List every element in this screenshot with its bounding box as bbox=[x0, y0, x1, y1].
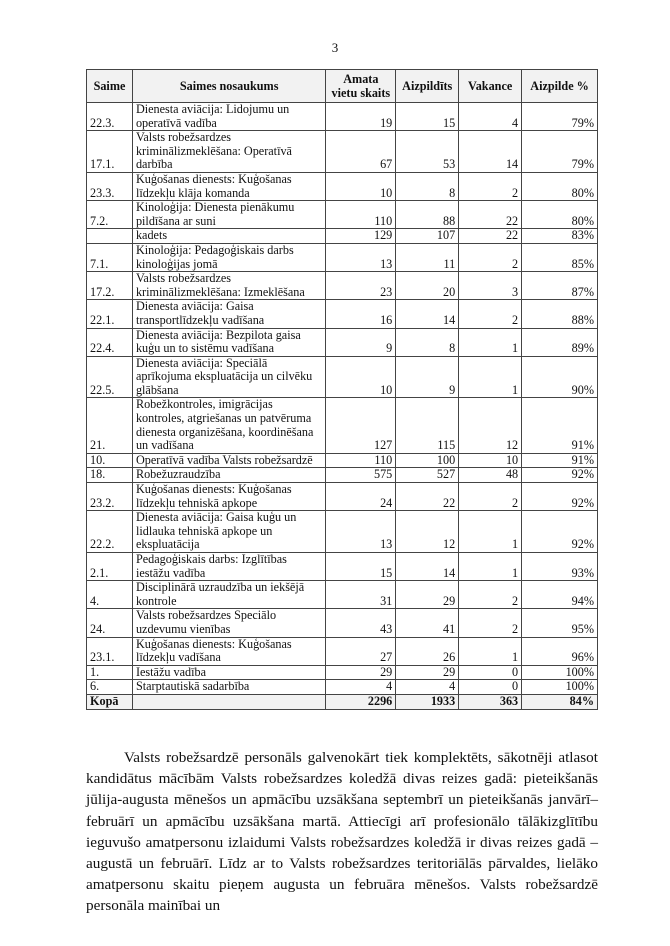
cell-saime: 22.4. bbox=[87, 328, 133, 356]
cell-filled: 20 bbox=[396, 272, 459, 300]
table-row bbox=[87, 201, 598, 229]
table-header-row bbox=[87, 70, 598, 103]
cell-name: Dienesta aviācija: Gaisa transportlīdzekļu vadīšana bbox=[132, 300, 325, 328]
cell-saime: 17.1. bbox=[87, 131, 133, 173]
cell-filled: 4 bbox=[396, 680, 459, 695]
cell-name: Dienesta aviācija: Bezpilota gaisa kuģu un to sistēmu vadīšana bbox=[132, 328, 325, 356]
cell-fill-rate: 91% bbox=[522, 453, 598, 468]
table-row bbox=[87, 637, 598, 665]
cell-vacancy: 2 bbox=[459, 300, 522, 328]
page-number: 3 bbox=[331, 40, 339, 55]
table-row bbox=[87, 468, 598, 483]
cell-name bbox=[132, 694, 325, 709]
table-row bbox=[87, 272, 598, 300]
cell-filled: 29 bbox=[396, 665, 459, 680]
header-aizpildits: Aizpildīts bbox=[396, 70, 459, 103]
cell-fill-rate: 79% bbox=[522, 103, 598, 131]
table-row bbox=[87, 483, 598, 511]
cell-saime: 17.2. bbox=[87, 272, 133, 300]
cell-positions: 10 bbox=[326, 172, 396, 200]
cell-fill-rate: 80% bbox=[522, 172, 598, 200]
cell-positions: 24 bbox=[326, 483, 396, 511]
cell-filled: 14 bbox=[396, 300, 459, 328]
cell-saime: 10. bbox=[87, 453, 133, 468]
cell-filled: 8 bbox=[396, 172, 459, 200]
cell-saime: 24. bbox=[87, 609, 133, 637]
header-vakance: Vakance bbox=[459, 70, 522, 103]
cell-vacancy: 0 bbox=[459, 665, 522, 680]
cell-name: Robežuzraudzība bbox=[132, 468, 325, 483]
cell-vacancy: 12 bbox=[459, 398, 522, 453]
cell-vacancy: 2 bbox=[459, 581, 522, 609]
cell-saime: 22.3. bbox=[87, 103, 133, 131]
cell-positions: 16 bbox=[326, 300, 396, 328]
table-row bbox=[87, 453, 598, 468]
cell-fill-rate: 96% bbox=[522, 637, 598, 665]
header-aizpilde-percent: Aizpilde % bbox=[522, 70, 598, 103]
cell-fill-rate: 84% bbox=[522, 694, 598, 709]
cell-name: Dienesta aviācija: Speciālā aprīkojuma ekspluatācija un cilvēku glābšana bbox=[132, 356, 325, 398]
cell-filled: 9 bbox=[396, 356, 459, 398]
cell-vacancy: 2 bbox=[459, 609, 522, 637]
cell-fill-rate: 92% bbox=[522, 468, 598, 483]
cell-positions: 110 bbox=[326, 201, 396, 229]
cell-saime: 21. bbox=[87, 398, 133, 453]
cell-fill-rate: 83% bbox=[522, 229, 598, 244]
header-amata-vietu-skaits: Amata vietu skaits bbox=[326, 70, 396, 103]
table-row bbox=[87, 229, 598, 244]
header-saimes-nosaukums: Saimes nosaukums bbox=[132, 70, 325, 103]
table-total-row bbox=[87, 694, 598, 709]
cell-vacancy: 0 bbox=[459, 680, 522, 695]
cell-vacancy: 1 bbox=[459, 511, 522, 553]
table-row bbox=[87, 356, 598, 398]
cell-fill-rate: 100% bbox=[522, 680, 598, 695]
cell-positions: 2296 bbox=[326, 694, 396, 709]
cell-positions: 10 bbox=[326, 356, 396, 398]
cell-positions: 9 bbox=[326, 328, 396, 356]
cell-name: Valsts robežsardzes kriminālizmeklēšana: Operatīvā darbība bbox=[132, 131, 325, 173]
cell-vacancy: 363 bbox=[459, 694, 522, 709]
cell-name: Kuģošanas dienests: Kuģošanas līdzekļu vadīšana bbox=[132, 637, 325, 665]
cell-positions: 13 bbox=[326, 511, 396, 553]
cell-name: Dienesta aviācija: Gaisa kuģu un lidlauka tehniskā apkope un ekspluatācija bbox=[132, 511, 325, 553]
cell-vacancy: 14 bbox=[459, 131, 522, 173]
cell-positions: 43 bbox=[326, 609, 396, 637]
cell-positions: 27 bbox=[326, 637, 396, 665]
cell-fill-rate: 88% bbox=[522, 300, 598, 328]
cell-fill-rate: 92% bbox=[522, 511, 598, 553]
cell-vacancy: 22 bbox=[459, 229, 522, 244]
cell-positions: 29 bbox=[326, 665, 396, 680]
cell-filled: 14 bbox=[396, 553, 459, 581]
cell-vacancy: 22 bbox=[459, 201, 522, 229]
cell-filled: 11 bbox=[396, 243, 459, 271]
cell-positions: 13 bbox=[326, 243, 396, 271]
cell-saime: 7.1. bbox=[87, 243, 133, 271]
table-row bbox=[87, 665, 598, 680]
cell-positions: 575 bbox=[326, 468, 396, 483]
cell-vacancy: 10 bbox=[459, 453, 522, 468]
cell-name: Iestāžu vadība bbox=[132, 665, 325, 680]
cell-vacancy: 1 bbox=[459, 328, 522, 356]
cell-filled: 88 bbox=[396, 201, 459, 229]
cell-vacancy: 4 bbox=[459, 103, 522, 131]
cell-name: Disciplinārā uzraudzība un iekšējā kontrole bbox=[132, 581, 325, 609]
cell-positions: 110 bbox=[326, 453, 396, 468]
cell-fill-rate: 80% bbox=[522, 201, 598, 229]
cell-filled: 15 bbox=[396, 103, 459, 131]
cell-saime bbox=[87, 229, 133, 244]
cell-positions: 127 bbox=[326, 398, 396, 453]
cell-vacancy: 1 bbox=[459, 553, 522, 581]
table-body bbox=[87, 103, 598, 710]
cell-positions: 67 bbox=[326, 131, 396, 173]
cell-positions: 129 bbox=[326, 229, 396, 244]
cell-vacancy: 2 bbox=[459, 172, 522, 200]
cell-positions: 19 bbox=[326, 103, 396, 131]
cell-fill-rate: 93% bbox=[522, 553, 598, 581]
cell-filled: 26 bbox=[396, 637, 459, 665]
cell-fill-rate: 79% bbox=[522, 131, 598, 173]
cell-saime: 18. bbox=[87, 468, 133, 483]
cell-name: Starptautiskā sadarbība bbox=[132, 680, 325, 695]
cell-filled: 100 bbox=[396, 453, 459, 468]
body-paragraph: Valsts robežsardzē personāls galvenokārt tiek komplektēts, sākotnēji atlasot kandidātus mācībām Valsts robežsardzes koledžā divas reizes gadā: pieteikšanās jūlija-augusta mēnešos un apmācību uzsākšana septembrī un pieteikšanās janvārī–februārī un apmācību uzsākšana martā. Attiecīgi arī profesionālo tālākizglītību ieguvušo amatpersonu izlaidumi Valsts robežsardzes koledžā ir divas reizes gadā – augustā un februārī. Līdz ar to Valsts robežsardzes teritoriālās pārvaldes, lielāko amatpersonu skaitu pieņem augusta un februāra mēnešos. Valsts robežsardzē personāla mainībai un bbox=[86, 749, 598, 915]
cell-name: Kuģošanas dienests: Kuģošanas līdzekļu klāja komanda bbox=[132, 172, 325, 200]
cell-name: Valsts robežsardzes Speciālo uzdevumu vienības bbox=[132, 609, 325, 637]
cell-filled: 53 bbox=[396, 131, 459, 173]
cell-filled: 41 bbox=[396, 609, 459, 637]
staffing-table bbox=[86, 69, 598, 710]
cell-fill-rate: 95% bbox=[522, 609, 598, 637]
cell-name: Operatīvā vadība Valsts robežsardzē bbox=[132, 453, 325, 468]
cell-saime: 22.5. bbox=[87, 356, 133, 398]
cell-positions: 23 bbox=[326, 272, 396, 300]
cell-filled: 8 bbox=[396, 328, 459, 356]
cell-saime: 4. bbox=[87, 581, 133, 609]
cell-name: Kinoloģija: Dienesta pienākumu pildīšana ar suni bbox=[132, 201, 325, 229]
cell-fill-rate: 100% bbox=[522, 665, 598, 680]
table-row bbox=[87, 609, 598, 637]
cell-vacancy: 3 bbox=[459, 272, 522, 300]
cell-name: Valsts robežsardzes kriminālizmeklēšana: Izmeklēšana bbox=[132, 272, 325, 300]
table-row bbox=[87, 398, 598, 453]
table-row bbox=[87, 103, 598, 131]
table-row bbox=[87, 131, 598, 173]
cell-fill-rate: 94% bbox=[522, 581, 598, 609]
cell-fill-rate: 89% bbox=[522, 328, 598, 356]
cell-vacancy: 1 bbox=[459, 356, 522, 398]
table-row bbox=[87, 511, 598, 553]
table-row bbox=[87, 172, 598, 200]
cell-saime: Kopā bbox=[87, 694, 133, 709]
cell-filled: 1933 bbox=[396, 694, 459, 709]
cell-saime: 2.1. bbox=[87, 553, 133, 581]
cell-saime: 22.1. bbox=[87, 300, 133, 328]
cell-filled: 107 bbox=[396, 229, 459, 244]
cell-fill-rate: 91% bbox=[522, 398, 598, 453]
cell-vacancy: 1 bbox=[459, 637, 522, 665]
cell-name: kadets bbox=[132, 229, 325, 244]
table-row bbox=[87, 300, 598, 328]
cell-vacancy: 2 bbox=[459, 483, 522, 511]
cell-vacancy: 2 bbox=[459, 243, 522, 271]
cell-positions: 4 bbox=[326, 680, 396, 695]
table-row bbox=[87, 243, 598, 271]
table-row bbox=[87, 328, 598, 356]
cell-saime: 1. bbox=[87, 665, 133, 680]
cell-saime: 23.1. bbox=[87, 637, 133, 665]
cell-saime: 6. bbox=[87, 680, 133, 695]
cell-saime: 23.3. bbox=[87, 172, 133, 200]
cell-name: Kinoloģija: Pedagoģiskais darbs kinoloģijas jomā bbox=[132, 243, 325, 271]
cell-name: Robežkontroles, imigrācijas kontroles, atgriešanas un patvēruma dienesta organizēšana, koordinēšana un vadīšana bbox=[132, 398, 325, 453]
cell-filled: 12 bbox=[396, 511, 459, 553]
cell-vacancy: 48 bbox=[459, 468, 522, 483]
cell-saime: 23.2. bbox=[87, 483, 133, 511]
cell-fill-rate: 90% bbox=[522, 356, 598, 398]
cell-fill-rate: 85% bbox=[522, 243, 598, 271]
table-row bbox=[87, 680, 598, 695]
cell-name: Dienesta aviācija: Lidojumu un operatīvā vadība bbox=[132, 103, 325, 131]
cell-saime: 7.2. bbox=[87, 201, 133, 229]
table-row bbox=[87, 581, 598, 609]
cell-filled: 527 bbox=[396, 468, 459, 483]
cell-name: Pedagoģiskais darbs: Izglītības iestāžu vadība bbox=[132, 553, 325, 581]
cell-name: Kuģošanas dienests: Kuģošanas līdzekļu tehniskā apkope bbox=[132, 483, 325, 511]
cell-filled: 115 bbox=[396, 398, 459, 453]
cell-filled: 22 bbox=[396, 483, 459, 511]
cell-positions: 15 bbox=[326, 553, 396, 581]
cell-fill-rate: 87% bbox=[522, 272, 598, 300]
cell-positions: 31 bbox=[326, 581, 396, 609]
header-saime: Saime bbox=[87, 70, 133, 103]
cell-saime: 22.2. bbox=[87, 511, 133, 553]
cell-filled: 29 bbox=[396, 581, 459, 609]
cell-fill-rate: 92% bbox=[522, 483, 598, 511]
table-row bbox=[87, 553, 598, 581]
